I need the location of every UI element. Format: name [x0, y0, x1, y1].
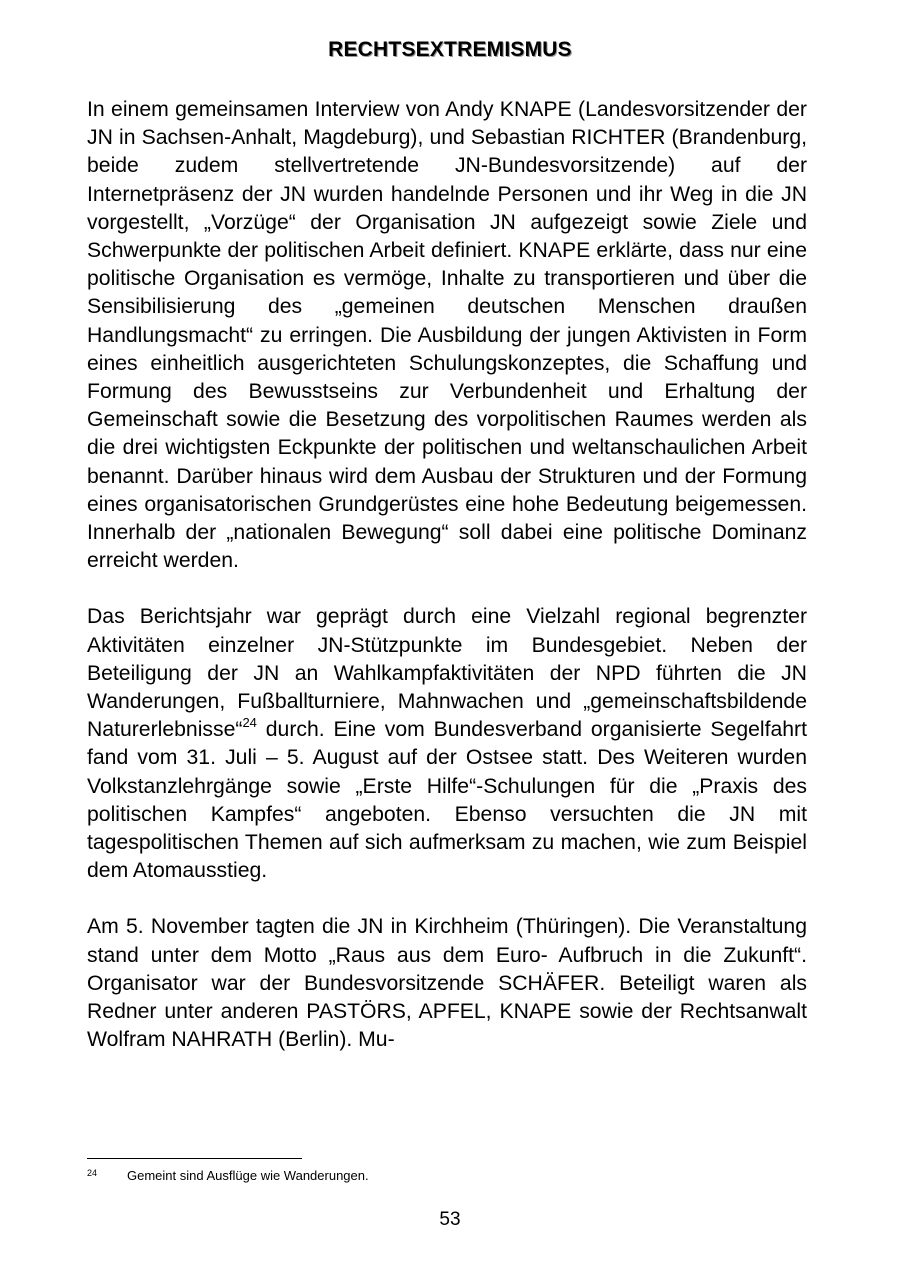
- footnote: [87, 1165, 807, 1184]
- footnote-number: 24: [87, 1168, 98, 1178]
- footnote-text: Gemeint sind Ausflüge wie Wanderungen.: [127, 1168, 369, 1183]
- page-number: 53: [439, 1209, 461, 1230]
- paragraph-activities-start: Das Berichtsjahr war geprägt durch eine Vielzahl regional begrenzter Aktivitäten einzelner JN-Stützpunkte im Bundesgebiet. Neben der Beteiligung der JN an Wahlkampfaktivitäten der NPD führten die JN Wanderungen, Fußballturniere, Mahnwachen und „gemeinschaftsbildende Naturerlebnisse“: [87, 605, 807, 742]
- paragraph-interview: In einem gemeinsamen Interview von Andy KNAPE (Landesvorsitzender der JN in Sachsen-Anhalt, Magdeburg), und Sebastian RICHTER (Brandenburg, beide zudem stellvertretende JN-Bundesvorsitzende) auf der Internetpräsenz der JN wurden handelnde Personen und ihr Weg in die JN vorgestellt, „Vorzüge“ der Organisation JN aufgezeigt sowie Ziele und Schwerpunkte der politischen Arbeit definiert. KNAPE erklärte, dass nur eine politische Organisation es vermöge, Inhalte zu transportieren und über die Sensibilisierung des „gemeinen deutschen Menschen draußen Handlungsmacht“ zu erringen. Die Ausbildung der jungen Aktivisten in Form eines einheitlich ausgerichteten Schulungskonzeptes, die Schaffung und Formung des Bewusstseins zur Verbundenheit und Erhaltung der Gemeinschaft sowie die Besetzung des vorpolitischen Raumes werden als die drei wichtigsten Eckpunkte der politischen und weltanschaulichen Arbeit benannt. Darüber hinaus wird dem Ausbau der Strukturen und der Formung eines organisatorischen Grundgerüstes eine hohe Bedeutung beigemessen. Innerhalb der „nationalen Bewegung“ soll dabei eine politische Dominanz erreicht werden.: [87, 98, 807, 573]
- footnote-divider: [87, 1158, 302, 1159]
- body-text: [87, 96, 807, 1055]
- paragraph-activities: [87, 603, 807, 885]
- paragraph-activities-end: durch. Eine vom Bundesverband organisierte Segelfahrt fand vom 31. Juli – 5. August auf der Ostsee statt. Des Weiteren wurden Volkstanzlehrgänge sowie „Erste Hilfe“-Schulungen für die „Praxis des politischen Kampfes“ angeboten. Ebenso versuchten die JN mit tagespolitischen Themen auf sich aufmerksam zu machen, wie zum Beispiel dem Atomausstieg.: [87, 718, 807, 883]
- paragraph-meeting: Am 5. November tagten die JN in Kirchheim (Thüringen). Die Veranstaltung stand unter dem Motto „Raus aus dem Euro- Aufbruch in die Zukunft“. Organisator war der Bundesvorsitzende SCHÄFER. Beteiligt waren als Redner unter anderen PASTÖRS, APFEL, KNAPE sowie der Rechtsanwalt Wolfram NAHRATH (Berlin). Mu-: [87, 915, 807, 1052]
- footnote-reference: 24: [242, 715, 257, 731]
- page-heading: RECHTSEXTREMISMUS: [328, 38, 572, 61]
